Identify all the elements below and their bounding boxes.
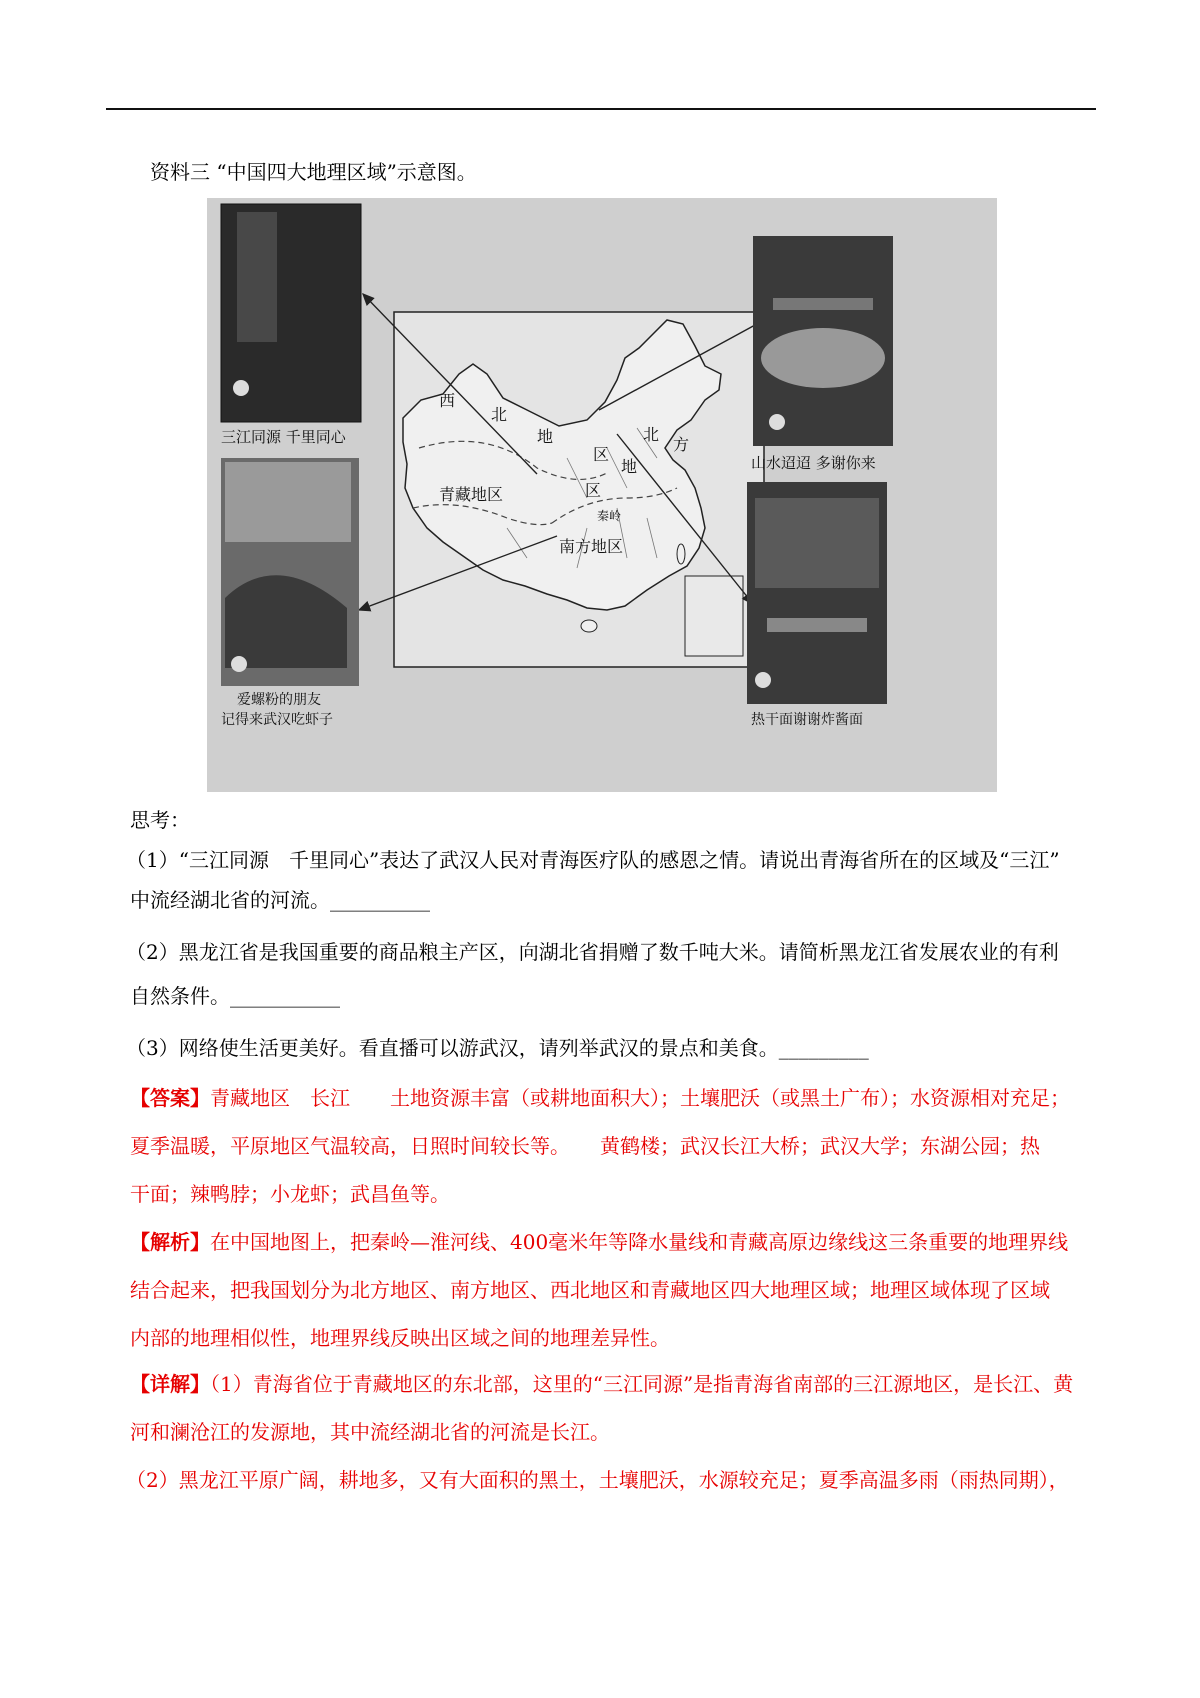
label-northwest-2: 北 xyxy=(491,405,508,424)
header-rule xyxy=(106,108,1096,110)
analysis-line-2: 结合起来，把我国划分为北方地区、南方地区、西北地区和青藏地区四大地理区域；地理区域体现了区域 xyxy=(130,1278,1050,1302)
analysis-line-3: 内部的地理相似性，地理界线反映出区域之间的地理差异性。 xyxy=(130,1326,670,1350)
poster-wuhan-friends-caption-1: 爱螺粉的朋友 xyxy=(237,692,321,708)
label-qinling: 秦岭 xyxy=(597,509,622,523)
answer-line-2: 夏季温暖，平原地区气温较高，日照时间较长等。 黄鹤楼；武汉长江大桥；武汉大学；东湖公园；热 xyxy=(130,1134,1040,1158)
answer-line-1: 青藏地区 长江 土地资源丰富（或耕地面积大）；土壤肥沃（或黑土广布）；水资源相对充足； xyxy=(210,1086,1070,1110)
label-north-1: 北 xyxy=(643,425,660,444)
poster-mountains-rivers-caption: 山水迢迢 多谢你来 xyxy=(751,454,876,472)
detail-line-2: 河和澜沧江的发源地，其中流经湖北省的河流是长江。 xyxy=(130,1420,610,1444)
question-2-line-1: （2）黑龙江省是我国重要的商品粮主产区，向湖北省捐赠了数千吨大米。请简析黑龙江省发展农业的有利 xyxy=(126,940,1059,964)
label-northwest-3: 地 xyxy=(537,427,554,446)
analysis-line-1: 在中国地图上，把秦岭—淮河线、400毫米年等降水量线和青藏高原边缘线这三条重要的地理界线 xyxy=(210,1230,1069,1254)
south-sea-inset xyxy=(685,576,743,656)
poster-three-rivers xyxy=(221,204,361,446)
question-2-line-2: 自然条件。___________ xyxy=(130,984,340,1008)
poster-wuhan-friends-caption-2: 记得来武汉吃虾子 xyxy=(221,712,333,728)
poster-mountains-rivers xyxy=(751,236,893,472)
map-illustration xyxy=(207,198,997,792)
label-tibet: 青藏地区 xyxy=(439,485,504,504)
label-north-4: 区 xyxy=(585,481,602,500)
taiwan-island xyxy=(677,544,685,564)
answer-tag: 【答案】 xyxy=(130,1086,210,1110)
label-north-2: 方 xyxy=(673,435,690,454)
questions-heading: 思考： xyxy=(130,808,190,832)
label-northwest-4: 区 xyxy=(593,445,610,464)
label-north-3: 地 xyxy=(621,457,638,476)
analysis-tag: 【解析】 xyxy=(130,1230,210,1254)
answer-line-3: 干面；辣鸭脖；小龙虾；武昌鱼等。 xyxy=(130,1182,450,1206)
question-3-line-1: （3）网络使生活更美好。看直播可以游武汉，请列举武汉的景点和美食。_________ xyxy=(126,1036,869,1060)
label-northwest-1: 西 xyxy=(439,391,456,410)
poster-hot-dry-noodles xyxy=(747,482,887,728)
detail-line-1: （1）青海省位于青藏地区的东北部，这里的“三江同源”是指青海省南部的三江源地区，是长江、黄 xyxy=(210,1372,1074,1396)
poster-hot-dry-noodles-caption: 热干面谢谢炸酱面 xyxy=(751,712,863,728)
detail-line-3: （2）黑龙江平原广阔，耕地多，又有大面积的黑土，土壤肥沃，水源较充足；夏季高温多雨（雨热同期）， xyxy=(126,1468,1069,1492)
china-regions-figure xyxy=(207,198,997,792)
detail-tag: 【详解】 xyxy=(130,1372,210,1396)
question-1-line-2: 中流经湖北省的河流。__________ xyxy=(130,888,430,912)
figure-caption: 资料三 “中国四大地理区域”示意图。 xyxy=(150,160,477,184)
label-south: 南方地区 xyxy=(559,537,624,556)
question-1-line-1: （1）“三江同源 千里同心”表达了武汉人民对青海医疗队的感恩之情。请说出青海省所在的区域及“三江” xyxy=(126,848,1060,872)
hainan-island xyxy=(581,620,597,632)
poster-three-rivers-caption: 三江同源 千里同心 xyxy=(221,428,346,446)
